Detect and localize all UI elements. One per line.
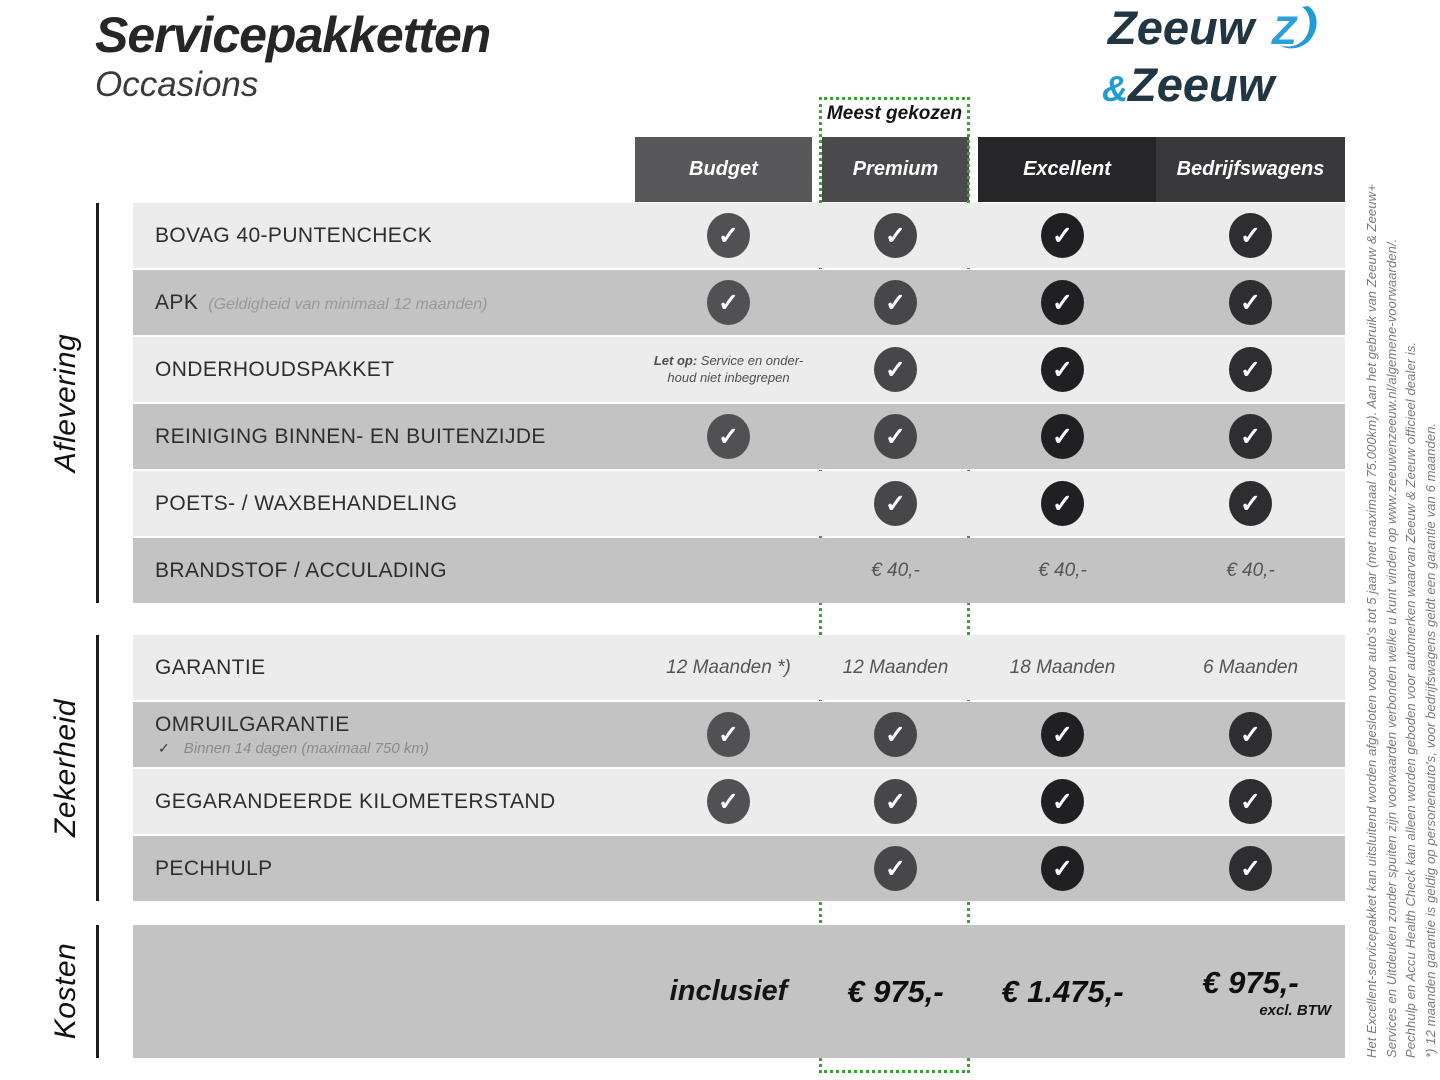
small-check-icon: ✓ [158,739,170,756]
section-line-kosten [96,925,99,1058]
row-label [133,559,635,583]
cell-excellent [969,347,1156,392]
check-icon: ✓ [1041,481,1084,526]
table-row [133,203,1345,268]
logo-z-swoosh-icon [1254,6,1318,63]
check-icon: ✓ [874,779,917,824]
table-row [133,337,1345,402]
logo-line2 [1102,58,1318,112]
check-icon: ✓ [707,280,750,325]
page-subtitle: Occasions [95,65,259,104]
row-title: OMRUILGARANTIE [155,712,350,736]
row-label [133,857,635,881]
terms-line: Services en Uitdeuken zonder spuiten zijn voorwaarden verbonden welke u kunt vinden op www.zeeuwenzeeuw.nl/algemene-voorwaarden/. [1383,238,1399,1058]
check-icon: ✓ [1041,712,1084,757]
cell-premium [822,712,969,757]
row-label [133,790,635,814]
row-title: REINIGING BINNEN- EN BUITENZIJDE [155,424,546,448]
check-icon: ✓ [1041,846,1084,891]
cell-bedrijfswagens [1156,280,1345,325]
cell-bedrijfswagens [1156,657,1345,679]
cell-value: € 40,- [871,559,920,581]
most-chosen-label: Meest gekozen [826,103,963,124]
cell-bedrijfswagens [1156,481,1345,526]
section-line-zekerheid [96,635,99,901]
logo-line1 [1108,1,1318,63]
cell-bedrijfswagens [1156,560,1345,582]
check-icon: ✓ [1229,280,1272,325]
row-label [133,291,635,315]
cell-excellent [969,712,1156,757]
title-block [95,8,490,105]
check-icon: ✓ [874,481,917,526]
check-icon: ✓ [874,213,917,258]
column-header-bedrijfswagens: Bedrijfswagens [1156,137,1345,202]
check-icon: ✓ [1041,414,1084,459]
kosten-excellent-price: € 1.475,- [1001,973,1124,1009]
kosten-excellent [969,974,1156,1010]
cell-premium [822,414,969,459]
terms-line: *) 12 maanden garantie is geldig op personenauto's, voor bedrijfswagens geldt een garantie van 6 maanden. [1422,422,1438,1058]
cell-premium [822,347,969,392]
cell-bedrijfswagens [1156,347,1345,392]
check-icon: ✓ [874,846,917,891]
row-inline-note: (Geldigheid van minimaal 12 maanden) [208,295,488,313]
logo-word2: Zeeuw [1128,58,1275,112]
check-icon: ✓ [1229,414,1272,459]
table-row [133,635,1345,700]
check-icon: ✓ [1229,213,1272,258]
cell-value: € 40,- [1038,559,1087,581]
cell-premium [822,213,969,258]
section-label-aflevering: Aflevering [49,333,82,473]
check-icon: ✓ [707,213,750,258]
section-label-kosten: Kosten [49,942,82,1040]
cell-excellent [969,657,1156,679]
cell-budget [635,779,822,824]
row-label [133,224,635,248]
terms-and-conditions [1362,140,1440,1058]
cell-premium [822,657,969,679]
kosten-premium-price: € 975,- [847,973,944,1009]
logo-word1: Zeeuw [1108,1,1255,54]
table-row [133,471,1345,536]
row-title: POETS- / WAXBEHANDELING [155,491,458,515]
kosten-row [133,925,1345,1058]
kosten-budget [635,975,822,1008]
cell-bedrijfswagens [1156,712,1345,757]
cell-value: 12 Maanden [842,656,949,678]
column-header-budget: Budget [635,137,812,202]
check-icon: ✓ [707,779,750,824]
cell-value: 6 Maanden [1202,656,1299,678]
section-zekerheid-rows [133,635,1345,903]
check-icon: ✓ [1041,347,1084,392]
cell-premium [822,280,969,325]
column-header-premium: Premium [822,137,969,202]
kosten-budget-value: inclusief [669,975,788,1007]
cell-excellent [969,213,1156,258]
page-title: Servicepakketten [95,7,491,63]
cell-bedrijfswagens [1156,779,1345,824]
check-icon: ✓ [874,347,917,392]
cell-excellent [969,481,1156,526]
check-icon: ✓ [1041,213,1084,258]
section-aflevering-rows [133,203,1345,605]
section-label-zekerheid: Zekerheid [49,699,82,837]
check-icon: ✓ [707,712,750,757]
check-icon: ✓ [1229,846,1272,891]
cell-budget [635,213,822,258]
cell-value: 18 Maanden [1009,656,1116,678]
cell-budget [635,712,822,757]
check-icon: ✓ [707,414,750,459]
cell-bedrijfswagens [1156,213,1345,258]
kosten-excl-btw-label: excl. BTW [1259,1001,1331,1019]
check-icon: ✓ [1229,712,1272,757]
row-title: BOVAG 40-PUNTENCHECK [155,223,433,247]
let-op-note: Let op: Service en onder- houd niet inbegrepen [653,353,804,385]
table-row [133,538,1345,603]
zeeuw-zeeuw-logo [1102,1,1318,112]
cell-budget [635,280,822,325]
row-subline: ✓ Binnen 14 dagen (maximaal 750 km) [158,739,429,757]
cell-excellent [969,560,1156,582]
row-title: GEGARANDEERDE KILOMETERSTAND [155,789,556,813]
row-label [133,358,635,382]
cell-value: € 40,- [1226,559,1275,581]
column-header-excellent: Excellent [978,137,1156,202]
terms-line: Pechhulp en Accu Health Check kan alleen worden geboden voor automerken waarvan Zeeuw & Zeeuw officieel dealer is. [1403,341,1418,1058]
row-label [133,492,635,516]
kosten-bedrijfswagens [1156,965,1345,1019]
row-title: GARANTIE [155,655,266,679]
check-icon: ✓ [1229,779,1272,824]
kosten-premium [822,974,969,1010]
cell-premium [822,846,969,891]
svg-text:Z: Z [1272,9,1297,53]
row-title: PECHHULP [155,856,273,880]
cell-bedrijfswagens [1156,846,1345,891]
cell-premium [822,779,969,824]
table-row [133,836,1345,901]
row-title: ONDERHOUDSPAKKET [155,357,395,381]
terms-line: Het Excellent-servicepakket kan uitsluitend worden afgesloten voor auto's tot 5 jaar (met maximaal 75.000km). Aan het gebruik van Zeeuw & Zeeuw+ [1364,184,1379,1058]
kosten-bedrijfswagens-price: € 975,- [1202,964,1299,1000]
cell-value: 12 Maanden *) [666,656,791,678]
row-label [133,713,635,757]
check-icon: ✓ [874,712,917,757]
check-icon: ✓ [1229,481,1272,526]
cell-excellent [969,280,1156,325]
row-label [133,425,635,449]
cell-excellent [969,846,1156,891]
row-label [133,656,635,680]
check-icon: ✓ [1041,280,1084,325]
section-line-aflevering [96,203,99,603]
cell-excellent [969,414,1156,459]
table-row [133,769,1345,834]
cell-budget [635,414,822,459]
cell-excellent [969,779,1156,824]
check-icon: ✓ [874,280,917,325]
check-icon: ✓ [874,414,917,459]
check-icon: ✓ [1229,347,1272,392]
table-row [133,702,1345,767]
cell-budget [635,353,822,386]
cell-bedrijfswagens [1156,414,1345,459]
check-icon: ✓ [1041,779,1084,824]
table-row [133,270,1345,335]
row-title: APK [155,290,199,314]
logo-ampersand: & [1102,68,1128,110]
cell-premium [822,560,969,582]
row-title: BRANDSTOF / ACCULADING [155,558,447,582]
table-row [133,404,1345,469]
cell-budget [635,657,822,679]
cell-premium [822,481,969,526]
